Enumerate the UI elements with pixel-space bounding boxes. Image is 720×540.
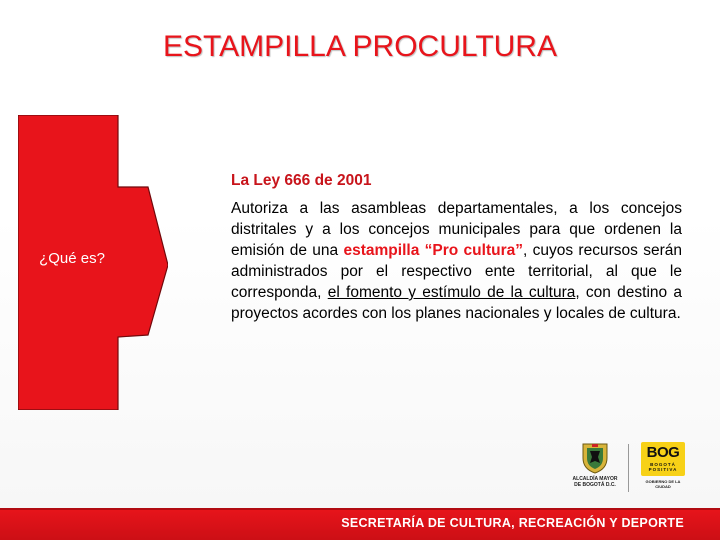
content-block: [231, 170, 682, 324]
paragraph-underlined: el fomento y estímulo de la cultura: [327, 284, 576, 301]
slide-title: ESTAMPILLA PROCULTURA: [163, 30, 557, 63]
alcaldia-logo: [565, 440, 625, 495]
footer-bar: [0, 508, 720, 540]
paragraph-highlight: estampilla “Pro cultura”: [343, 242, 523, 259]
gobierno-text: GOBIERNO DE LA CIUDAD: [645, 479, 681, 489]
paragraph-part3: , con destino a proyectos acordes con los planes nacionales y locales de cultura.: [231, 284, 682, 322]
alcaldia-line2: DE BOGOTÁ D.C.: [574, 482, 616, 488]
paragraph-part2: , cuyos recursos serán administrados por el respectivo ente territorial, al que le corresponda,: [231, 242, 682, 301]
paragraph-part1: Autoriza a las asambleas departamentales, a los concejos distritales y a los concejos municipales para que ordenen la emisión de una: [231, 200, 682, 259]
bog-sub2: POSITIVA: [648, 467, 678, 472]
logo-separator: [628, 444, 629, 492]
bog-box: [641, 442, 685, 476]
footer-stripe: [0, 508, 720, 510]
alcaldia-line1: ALCALDÍA MAYOR: [572, 476, 618, 482]
law-subtitle: La Ley 666 de 2001: [231, 172, 372, 189]
bog-sub1: BOGOTÁ: [650, 462, 676, 467]
coat-of-arms-icon: [579, 442, 611, 474]
arrow-label: ¿Qué es?: [39, 250, 105, 267]
bog-word: BOG: [646, 444, 680, 461]
logos-area: [565, 440, 690, 495]
bog-logo: [641, 442, 685, 494]
footer-text: SECRETARÍA DE CULTURA, RECREACIÓN Y DEPORTE: [341, 516, 684, 530]
law-paragraph: [231, 198, 682, 324]
